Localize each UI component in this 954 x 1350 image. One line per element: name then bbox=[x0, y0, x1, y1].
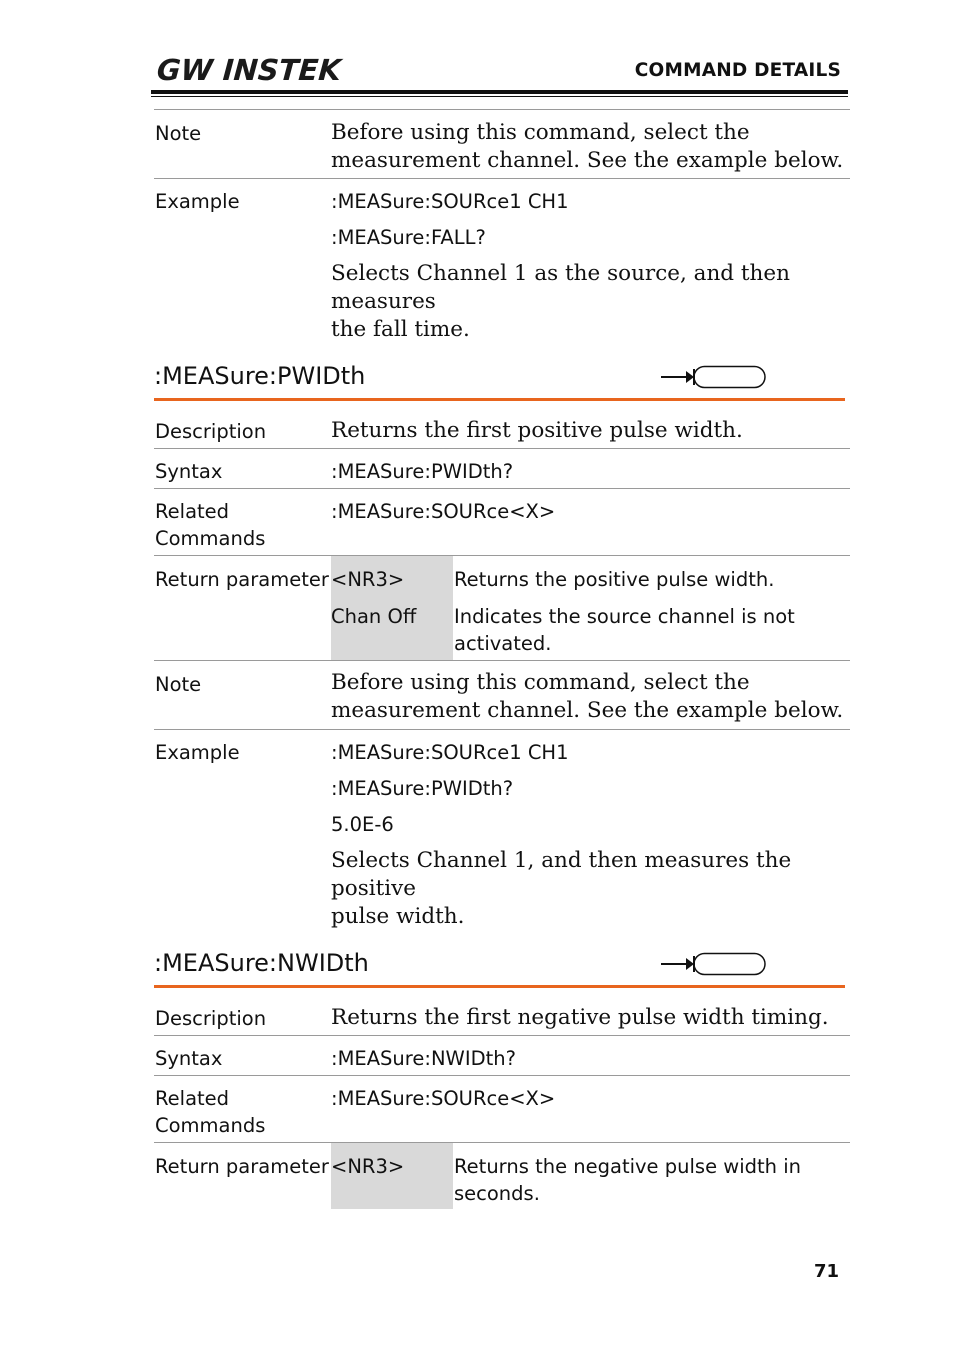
return-desc-line: activated. bbox=[454, 632, 552, 655]
pwidth-syntax: :MEASure:PWIDth? bbox=[331, 460, 514, 483]
return-desc-line: Returns the negative pulse width in bbox=[454, 1155, 801, 1178]
pwidth-example-command-1: :MEASure:SOURce1 CH1 bbox=[331, 741, 569, 764]
pwidth-example-command-2: :MEASure:PWIDth? bbox=[331, 777, 514, 800]
query-arrow-icon bbox=[660, 951, 768, 977]
query-arrow-icon bbox=[660, 364, 768, 390]
header-section-title: COMMAND DETAILS bbox=[634, 60, 841, 81]
example-command-2: :MEASure:FALL? bbox=[331, 226, 486, 249]
note-label: Note bbox=[155, 122, 202, 145]
related-label-line: Related bbox=[155, 1087, 230, 1110]
pwidth-return-label: Return parameter bbox=[155, 568, 329, 591]
pwidth-related-command: :MEASure:SOURce<X> bbox=[331, 500, 556, 523]
row-divider bbox=[154, 178, 850, 179]
nwidth-return-param: <NR3> bbox=[331, 1155, 405, 1178]
row-divider bbox=[154, 729, 850, 730]
return-desc-line: Indicates the source channel is not bbox=[454, 605, 795, 628]
example-description-line: Selects Channel 1 as the source, and then measures bbox=[331, 261, 790, 314]
nwidth-description-label: Description bbox=[155, 1007, 267, 1030]
pwidth-description-label: Description bbox=[155, 420, 267, 443]
note-text-line: measurement channel. See the example below. bbox=[331, 148, 844, 173]
pwidth-section-title: :MEASure:PWIDth bbox=[154, 362, 366, 390]
related-label-line: Related bbox=[155, 500, 230, 523]
note-text bbox=[331, 119, 851, 175]
pwidth-return-param-2: Chan Off bbox=[331, 605, 417, 628]
pwidth-example-description bbox=[331, 847, 851, 931]
example-description-line: Selects Channel 1, and then measures the positive bbox=[331, 848, 792, 901]
note-text-line: Before using this command, select the bbox=[331, 120, 750, 145]
nwidth-section-title: :MEASure:NWIDth bbox=[154, 949, 369, 977]
pwidth-related-label bbox=[155, 498, 265, 552]
pwidth-return-param-1: <NR3> bbox=[331, 568, 405, 591]
nwidth-syntax-label: Syntax bbox=[155, 1047, 223, 1070]
note-text-line: Before using this command, select the bbox=[331, 670, 750, 695]
row-divider bbox=[154, 1035, 850, 1036]
nwidth-related-command: :MEASure:SOURce<X> bbox=[331, 1087, 556, 1110]
pwidth-example-result: 5.0E-6 bbox=[331, 813, 394, 836]
return-desc-line: seconds. bbox=[454, 1182, 540, 1205]
row-divider bbox=[154, 555, 850, 556]
row-divider bbox=[154, 660, 850, 661]
note-text-line: measurement channel. See the example below. bbox=[331, 698, 844, 723]
pwidth-description: Returns the first positive pulse width. bbox=[331, 418, 743, 443]
example-description bbox=[331, 260, 851, 344]
pwidth-syntax-label: Syntax bbox=[155, 460, 223, 483]
gw-instek-logo: GW INSTEK bbox=[155, 53, 343, 87]
related-label-line: Commands bbox=[155, 1114, 266, 1137]
nwidth-description: Returns the first negative pulse width timing. bbox=[331, 1005, 829, 1030]
row-divider bbox=[154, 1142, 850, 1143]
nwidth-return-label: Return parameter bbox=[155, 1155, 329, 1178]
header-rule-thick bbox=[151, 90, 848, 94]
pwidth-orange-rule bbox=[154, 398, 845, 401]
nwidth-orange-rule bbox=[154, 985, 845, 988]
example-description-line: the fall time. bbox=[331, 317, 470, 342]
pwidth-note-label: Note bbox=[155, 673, 202, 696]
row-divider bbox=[154, 488, 850, 489]
row-divider bbox=[154, 1075, 850, 1076]
example-label: Example bbox=[155, 190, 240, 213]
pwidth-note-text bbox=[331, 669, 851, 725]
pwidth-example-label: Example bbox=[155, 741, 240, 764]
page-number: 71 bbox=[814, 1261, 840, 1282]
row-divider bbox=[154, 448, 850, 449]
nwidth-return-desc bbox=[454, 1153, 844, 1207]
related-label-line: Commands bbox=[155, 527, 266, 550]
nwidth-syntax: :MEASure:NWIDth? bbox=[331, 1047, 516, 1070]
example-description-line: pulse width. bbox=[331, 904, 465, 929]
header-rule-thin bbox=[151, 96, 848, 97]
example-command-1: :MEASure:SOURce1 CH1 bbox=[331, 190, 569, 213]
pwidth-return-desc-2 bbox=[454, 603, 844, 657]
pwidth-return-desc-1: Returns the positive pulse width. bbox=[454, 568, 775, 591]
nwidth-related-label bbox=[155, 1085, 265, 1139]
row-divider bbox=[154, 109, 850, 110]
